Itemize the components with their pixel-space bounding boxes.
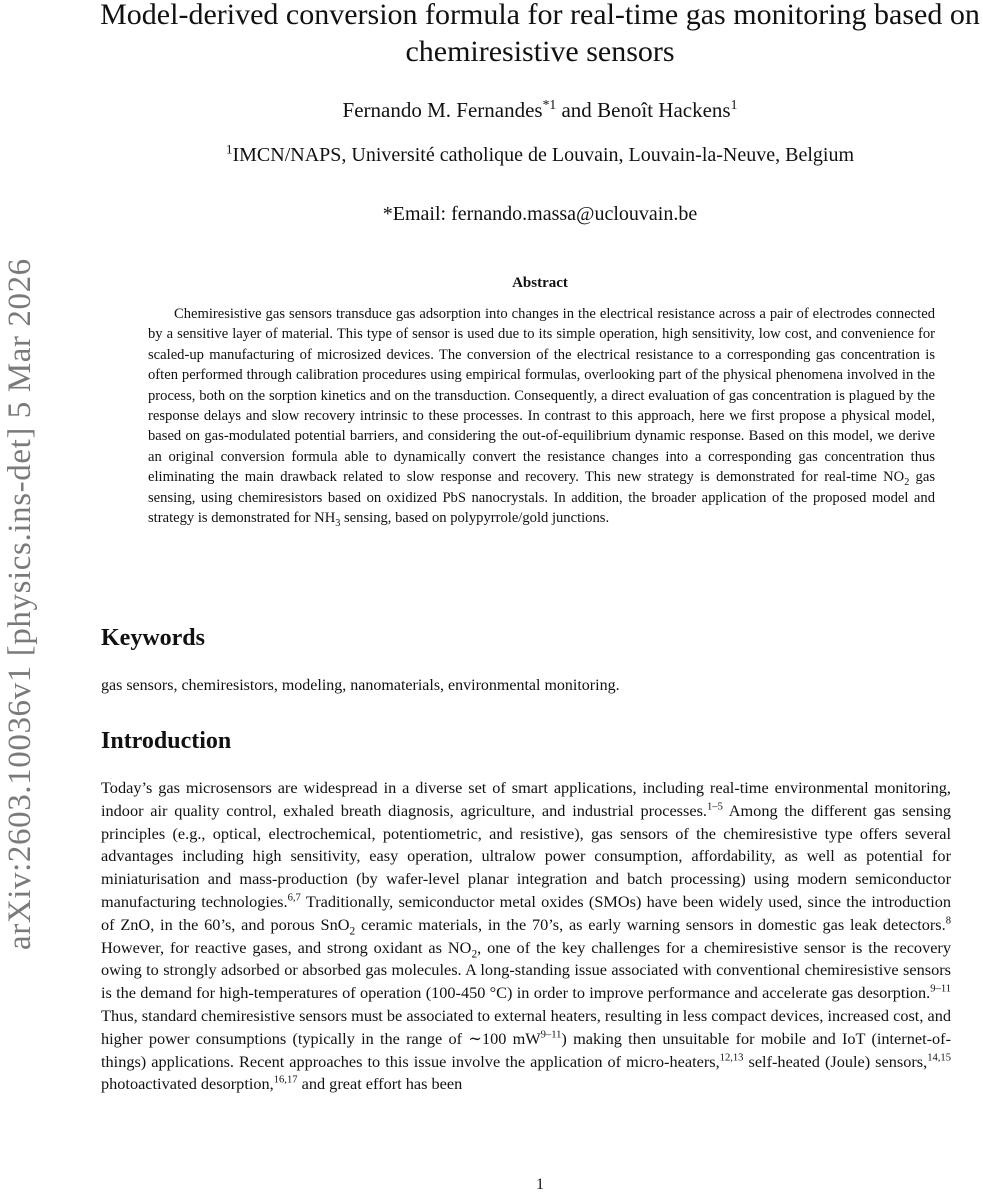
chemical-subscript: 2 <box>349 925 356 938</box>
author-separator: and <box>556 98 598 122</box>
abstract-heading: Abstract <box>512 275 568 291</box>
body-text: ceramic materials, in the 70’s, as early warning sensors in domestic gas leak detectors. <box>355 914 946 934</box>
chemical-subscript: 2 <box>471 947 478 960</box>
chemical-subscript: 2 <box>904 477 910 489</box>
arxiv-identifier[interactable]: arXiv:2603.10036v1 [physics.ins-det] 5 Mar 2026 <box>2 258 38 950</box>
citation-ref[interactable]: 1–5 <box>706 801 723 813</box>
body-text: ) making then unsuitable for mobile and IoT (internet-of-things) applications. Recent approaches to this issue involve the application of micro-heaters, <box>101 1028 951 1071</box>
body-text: Among the different gas sensing principles (e.g., optical, electrochemical, potentiometric, and resistive), gas sensors of the chemiresistive type offers several advantages including high sensitivity, easy operation, ultralow power consumption, affordability, as well as potential for miniaturisation and mass-production (by wafer-level planar integration and batch processing) using modern semiconductor manufacturing technologies. <box>101 800 951 911</box>
body-text: Today’s gas microsensors are widespread in a diverse set of smart applications, including real-time environmental monitoring, indoor air quality control, exhaled breath diagnosis, agriculture, and industrial processes. <box>101 778 951 820</box>
body-text: Thus, standard chemiresistive sensors must be associated to external heaters, resulting in less compact devices, increased cost, and higher power consumptions (typically in the range of ∼100 mW <box>101 1005 951 1048</box>
keywords-heading: Keywords <box>101 625 205 651</box>
body-text: and great effort has been <box>297 1074 463 1094</box>
author-name: Benoît Hackens <box>597 98 731 122</box>
author-list <box>100 98 980 123</box>
author-affiliation-mark: 1 <box>730 97 738 112</box>
introduction-heading: Introduction <box>101 728 232 754</box>
paper-title: Model-derived conversion formula for real-time gas monitoring based on chemiresistive sensors <box>100 0 980 68</box>
citation-ref[interactable]: 6,7 <box>287 892 301 904</box>
citation-ref[interactable]: 9–11 <box>930 983 951 995</box>
affiliation-text: IMCN/NAPS, Université catholique de Louvain, Louvain-la-Neuve, Belgium <box>232 144 855 166</box>
affiliation <box>100 141 980 167</box>
citation-ref[interactable]: 14,15 <box>927 1052 951 1064</box>
citation-ref[interactable]: 16,17 <box>273 1074 298 1086</box>
keywords-text: gas sensors, chemiresistors, modeling, nanomaterials, environmental monitoring. <box>101 677 620 694</box>
body-text: , one of the key challenges for a chemiresistive sensor is the recovery owing to strongly adsorbed or absorbed gas molecules. A long-standing issue associated with conventional chemiresistive sensors is the demand for high-temperatures of operation (100-450 °C) in order to improve performance and accelerate gas desorption. <box>101 937 951 1003</box>
page-number: 1 <box>536 1176 544 1193</box>
body-text: However, for reactive gases, and strong oxidant as NO <box>101 937 472 957</box>
author-affiliation-mark: *1 <box>542 97 557 112</box>
affiliation-mark: 1 <box>225 141 233 157</box>
body-text: photoactivated desorption, <box>101 1074 274 1094</box>
body-text: Traditionally, semiconductor metal oxides (SMOs) have been widely used, since the introduction of ZnO, in the 60’s, and porous SnO <box>101 891 951 934</box>
citation-ref[interactable]: 9–11 <box>540 1029 562 1041</box>
abstract-text <box>148 304 935 528</box>
introduction-text <box>101 777 951 1096</box>
abstract-text-part: sensing, based on polypyrrole/gold junctions. <box>340 510 610 527</box>
corresponding-email[interactable]: *Email: fernando.massa@uclouvain.be <box>382 203 698 225</box>
abstract-text-part: Chemiresistive gas sensors transduce gas adsorption into changes in the electrical resistance across a pair of electrodes connected by a sensitive layer of material. This type of sensor is used due to its simple operation, high sensitivity, low cost, and convenience for scaled-up manufacturing of microsized devices. The conversion of the electrical resistance to a corresponding gas concentration is often performed through calibration procedures using empirical formulas, overlooking part of the physical phenomena involved in the process, both on the sorption kinetics and on the transduction. Consequently, a direct evaluation of gas concentration is plagued by the response delays and slow recovery intrinsic to these processes. In contrast to this approach, here we first propose a physical model, based on gas-modulated potential barriers, and considering the out-of-equilibrium dynamic response. Based on this model, we derive an original conversion formula able to dynamically convert the resistance changes into a corresponding gas concentration thus eliminating the main drawback related to slow response and recovery. This new strategy is demonstrated for real-time NO <box>148 306 935 486</box>
chemical-subscript: 3 <box>335 517 341 529</box>
citation-ref[interactable]: 12,13 <box>719 1052 744 1064</box>
body-text: self-heated (Joule) sensors, <box>743 1051 928 1071</box>
author-name: Fernando M. Fernandes <box>342 98 543 122</box>
citation-ref[interactable]: 8 <box>945 915 952 927</box>
abstract-text-part: gas sensing, using chemiresistors based on oxidized PbS nanocrystals. In addition, the broader application of the proposed model and strategy is demonstrated for NH <box>148 469 935 527</box>
